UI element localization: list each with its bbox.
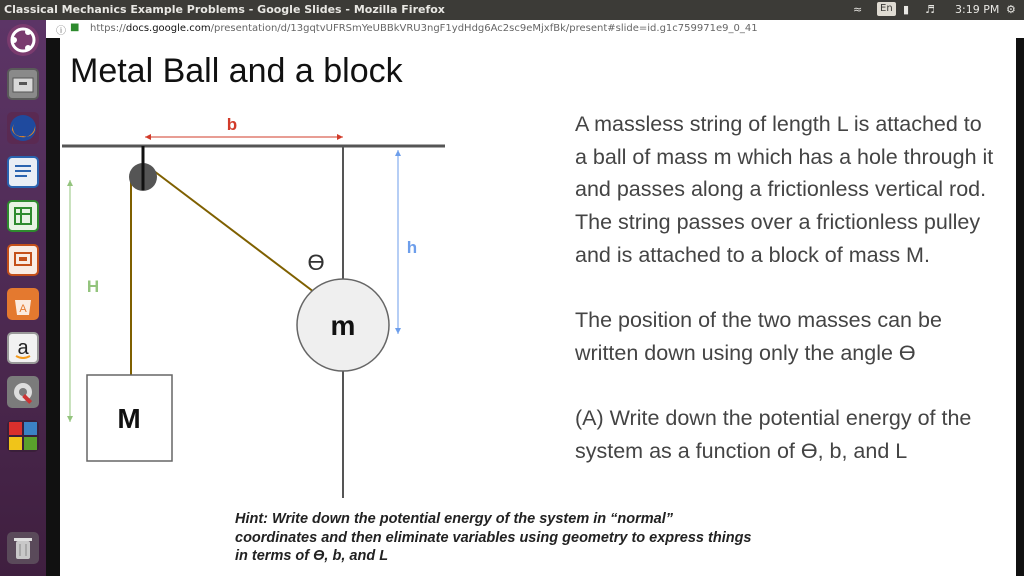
angle-statement: The position of the two masses can be written down using only the angle ϴ <box>575 308 942 365</box>
label-m: m <box>330 310 356 341</box>
hint-text: Hint: Write down the potential energy of the system in “normal” coordinates and then eliminate variables using geometry to express things in terms of ϴ, b, and L <box>235 511 752 564</box>
problem-statement: A massless string of length L is attached to a ball of mass m which has a hole through it and passes along a frictionless vertical rod. The string passes over a frictionless pulley and is attached to a block of mass M. <box>575 112 994 267</box>
label-b: b <box>226 115 238 134</box>
label-theta: ϴ <box>307 250 325 275</box>
slide-title: Metal Ball and a block <box>70 52 403 90</box>
lock-icon[interactable]: ■ <box>70 22 80 33</box>
gear-icon[interactable]: ⚙ <box>1006 3 1016 16</box>
slide-body <box>575 108 995 500</box>
b-arrow-right <box>337 134 343 140</box>
string-diagonal <box>150 168 314 292</box>
svg-text:A: A <box>19 303 27 315</box>
h-arrow-top <box>395 150 401 156</box>
H-arrow-top <box>67 180 73 186</box>
wifi-icon[interactable]: ≈ <box>853 3 863 16</box>
question-a: (A) Write down the potential energy of the system as a function of ϴ, b, and L <box>575 406 972 463</box>
keyboard-layout-indicator[interactable]: En <box>877 2 896 16</box>
label-M: M <box>117 403 141 434</box>
volume-icon[interactable]: ♬ <box>925 3 935 16</box>
url-text[interactable]: https://docs.google.com/presentation/d/13gqtvUFRSmYeUBBkVRU3ngF1ydHdg6Ac2sc9eMjxfBk/present#slide=id.g1c759971e9_0_41 <box>90 23 758 34</box>
label-h: h <box>406 238 418 257</box>
clock[interactable]: 3:19 PM <box>955 3 1000 16</box>
info-icon[interactable]: ⓘ <box>56 26 66 37</box>
window-title: Classical Mechanics Example Problems - Google Slides - Mozilla Firefox <box>4 3 445 16</box>
battery-icon[interactable]: ▮ <box>903 3 910 16</box>
H-arrow-bottom <box>67 416 73 422</box>
b-arrow-left <box>145 134 151 140</box>
h-arrow-bottom <box>395 328 401 334</box>
label-H: H <box>86 277 100 296</box>
svg-text:a: a <box>17 337 29 359</box>
